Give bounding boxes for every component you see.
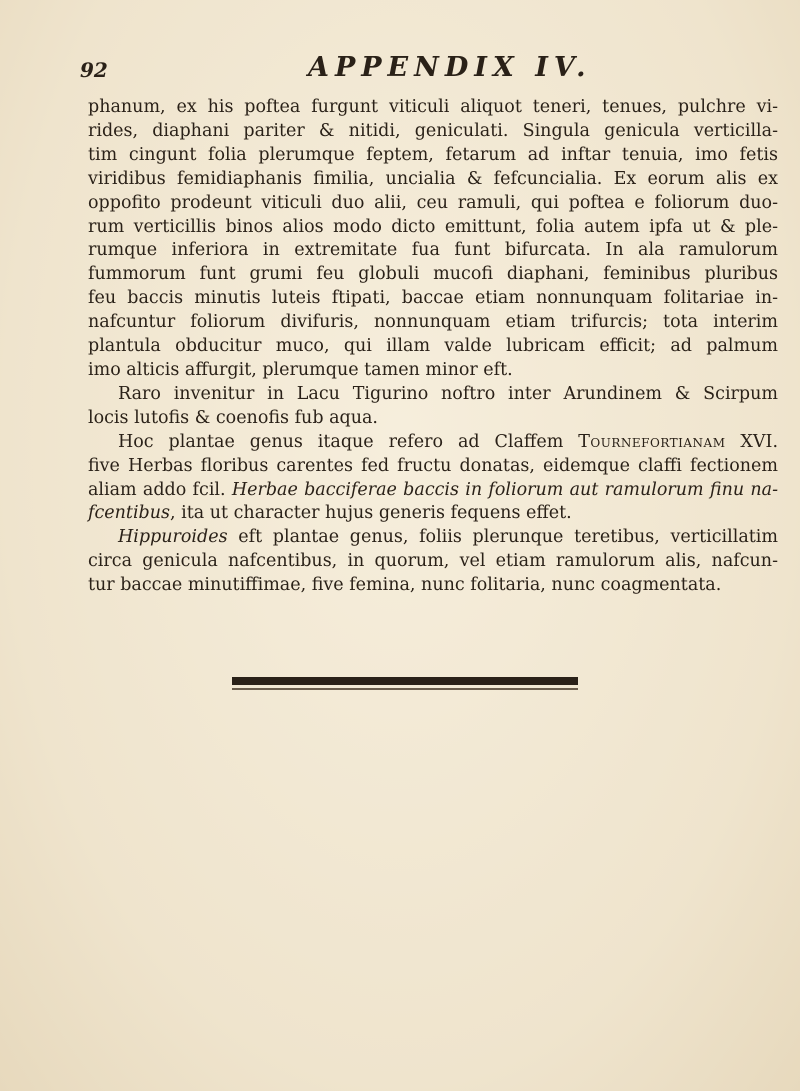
end-rule-thin — [232, 688, 578, 690]
page-number: 92 — [80, 58, 108, 82]
text-line — [88, 526, 778, 550]
text-segment: XVI. — [725, 431, 779, 452]
page-header — [68, 52, 760, 86]
text-line: viridibus femidiaphanis fimilia, uncialia & fefcuncialia. Ex eorum alis ex — [88, 168, 778, 189]
text-line: locis lutofis & coenofis fub aqua. — [88, 407, 378, 428]
text-segment: , ita ut character hujus generis fequens effet. — [170, 503, 572, 524]
text-line: circa genicula nafcentibus, in quorum, vel etiam ramulorum alis, nafcun- — [88, 551, 778, 572]
text-segment: aliam addo fcil. — [88, 479, 232, 500]
author-name: Tournefortianam — [578, 431, 726, 452]
text-line — [88, 431, 778, 455]
section-name-end: fcentibus — [88, 503, 170, 524]
text-line: tim cingunt folia plerumque feptem, fetarum ad inftar tenuia, imo fetis — [88, 144, 778, 165]
text-line: oppofito prodeunt viticuli duo alii, ceu ramuli, qui poftea e foliorum duo- — [88, 192, 778, 213]
text-line: Raro invenitur in Lacu Tigurino noftro inter Arundinem & Scirpum — [118, 383, 778, 404]
text-line — [88, 479, 778, 503]
text-line: fummorum funt grumi feu globuli mucofi diaphani, feminibus pluribus — [88, 264, 778, 285]
text-line: plantula obducitur muco, qui illam valde lubricam efficit; ad palmum — [88, 336, 778, 357]
text-line: tur baccae minutiffimae, five femina, nunc folitaria, nunc coagmentata. — [88, 575, 722, 596]
text-segment: Hoc plantae genus itaque refero ad Claffem — [118, 431, 579, 452]
text-line: nafcuntur foliorum divifuris, nonnunquam etiam trifurcis; tota interim — [88, 312, 778, 333]
running-head: APPENDIX IV. — [308, 52, 592, 83]
text-line: rumque inferiora in extremitate fua funt bifurcata. In ala ramulorum — [88, 240, 778, 261]
text-line: rum verticillis binos alios modo dicto emittunt, folia autem ipfa ut & ple- — [88, 216, 778, 237]
text-segment: eft plantae genus, foliis plerunque teretibus, verticillatim — [227, 527, 778, 548]
text-line: rides, diaphani pariter & nitidi, geniculati. Singula genicula verticilla- — [88, 120, 778, 141]
text-line — [88, 502, 778, 526]
text-line: five Herbas floribus carentes fed fructu donatas, eidemque claffi fectionem — [88, 455, 778, 476]
text-line: feu baccis minutis luteis ftipati, baccae etiam nonnunquam folitariae in- — [88, 288, 778, 309]
end-rule — [232, 677, 578, 685]
text-line: imo alticis affurgit, plerumque tamen minor eft. — [88, 359, 513, 380]
body-text — [88, 96, 778, 598]
text-line: phanum, ex his poftea furgunt viticuli aliquot teneri, tenues, pulchre vi- — [88, 97, 778, 117]
genus-name: Hippuroides — [118, 527, 228, 548]
section-name: Herbae bacciferae baccis in foliorum aut ramulorum finu na- — [231, 479, 778, 500]
